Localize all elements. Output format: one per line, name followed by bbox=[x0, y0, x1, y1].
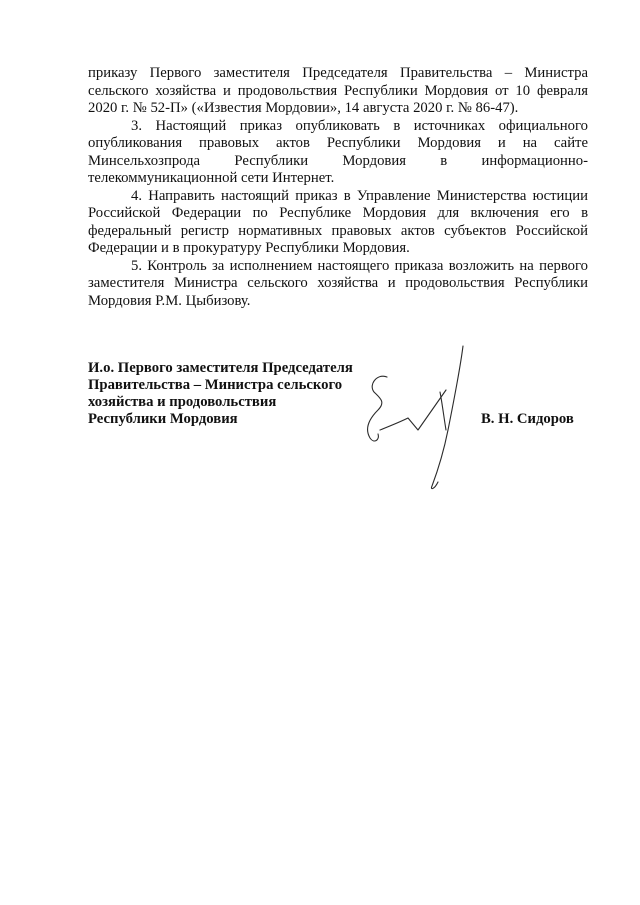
signatory-position-line: И.о. Первого заместителя Председателя bbox=[88, 360, 353, 376]
paragraph-line: сельского хозяйства и продовольствия Республики Мордовия от 10 февраля bbox=[88, 82, 588, 99]
paragraph-line: опубликования правовых актов Республики Мордовия и на сайте bbox=[88, 135, 588, 151]
paragraph-continuation bbox=[88, 65, 588, 118]
signatory-position-line: Республики Мордовия bbox=[88, 411, 238, 427]
signature-stroke bbox=[440, 392, 446, 430]
paragraph-line: 4. Направить настоящий приказ в Управление Министерства юстиции bbox=[131, 187, 588, 204]
signatory-position bbox=[88, 360, 353, 428]
signatory-position-line: хозяйства и продовольствия bbox=[88, 394, 277, 410]
document-body bbox=[88, 65, 588, 310]
paragraph-line: 2020 г. № 52-П» («Известия Мордовии», 14 августа 2020 г. № 86-47). bbox=[88, 100, 519, 116]
paragraph-line: 5. Контроль за исполнением настоящего приказа возложить на первого bbox=[131, 257, 588, 274]
signatory-name: В. Н. Сидоров bbox=[481, 411, 574, 427]
paragraph-line: федеральный регистр нормативных правовых актов субъектов Российской bbox=[88, 222, 588, 239]
signatory-position-line: Правительства – Министра сельского bbox=[88, 377, 343, 393]
signature-stroke bbox=[380, 390, 446, 430]
paragraph-line: Минсельхозпрода Республики Мордовия в информационно- bbox=[88, 152, 588, 169]
paragraph-line: Мордовия Р.М. Цыбизову. bbox=[88, 292, 251, 309]
signature-stroke bbox=[368, 376, 387, 441]
paragraph-line: заместителя Министра сельского хозяйства и продовольствия Республики bbox=[88, 275, 588, 291]
handwritten-signature bbox=[350, 340, 480, 500]
paragraph-item-3 bbox=[88, 118, 588, 188]
paragraph-line: Федерации и в прокуратуру Республики Мордовия. bbox=[88, 240, 410, 256]
paragraph-line: телекоммуникационной сети Интернет. bbox=[88, 170, 335, 186]
paragraph-item-4 bbox=[88, 188, 588, 258]
signature-stroke bbox=[431, 346, 463, 489]
paragraph-line: Российской Федерации по Республике Мордовия для включения его в bbox=[88, 205, 588, 221]
paragraph-line: 3. Настоящий приказ опубликовать в источниках официального bbox=[131, 117, 588, 134]
paragraph-line: приказу Первого заместителя Председателя Правительства – Министра bbox=[88, 65, 588, 81]
paragraph-item-5 bbox=[88, 258, 588, 311]
